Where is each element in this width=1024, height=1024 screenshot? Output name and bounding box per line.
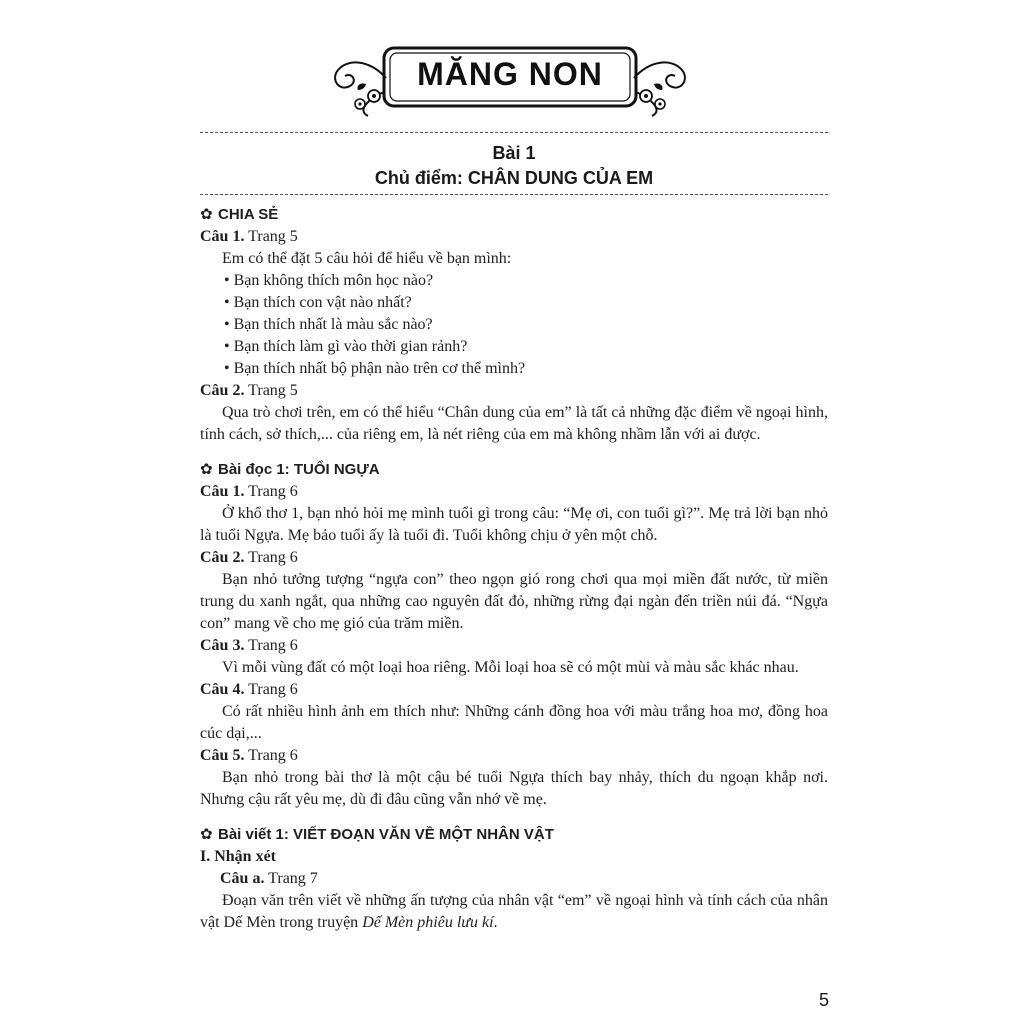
answer-text: Qua trò chơi trên, em có thể hiểu “Chân dung của em” là tất cả những đặc điểm về ngoại hình, tính cách, sở thích,... của riêng em, là nét riêng của em mà không nhầm lẫn với ai được. [200,404,828,443]
flower-bullet-icon: ✿ [200,205,213,223]
lesson-content [200,201,828,934]
page-title: MĂNG NON [417,56,603,92]
title-banner [330,40,690,120]
answer-text: Ở khổ thơ 1, bạn nhỏ hỏi mẹ mình tuổi gì trong câu: “Mẹ ơi, con tuổi gì?”. Mẹ trả lời bạn nhỏ là tuổi Ngựa. Mẹ bảo tuổi ấy là tuổi đi. Tuổi không chịu ở yên một chỗ. [200,505,828,544]
question-label: Câu 2. Trang 6 [200,549,298,566]
lesson-theme: Chủ điểm: CHÂN DUNG CỦA EM [374,168,654,188]
subsection-heading: I. Nhận xét [200,848,277,865]
list-item: • Bạn không thích môn học nào? [224,272,434,289]
question-label: Câu 2. Trang 5 [200,382,298,399]
dashed-divider [200,194,828,195]
answer-text: Em có thể đặt 5 câu hỏi để hiểu về bạn mình: [222,250,512,267]
page-number: 5 [818,990,829,1010]
flower-bullet-icon: ✿ [200,825,213,843]
answer-text: Vì mỗi vùng đất có một loại hoa riêng. Mỗi loại hoa sẽ có một mùi và màu sắc khác nhau. [222,659,799,676]
question-label: Câu 5. Trang 6 [200,747,298,764]
list-item: • Bạn thích con vật nào nhất? [224,294,412,311]
question-label: Câu 3. Trang 6 [200,637,298,654]
answer-text: Bạn nhỏ trong bài thơ là một cậu bé tuổi Ngựa thích bay nhảy, thích du ngoạn khắp nơi. Nhưng cậu rất yêu mẹ, dù đi đâu cũng vẫn nhớ về mẹ. [200,769,828,808]
lesson-number: Bài 1 [492,143,536,163]
answer-text: Đoạn văn trên viết về những ấn tượng của nhân vật “em” về ngoại hình và tính cách của nhân vật Dế Mèn trong truyện Dế Mèn phiêu lưu kí. [200,892,828,931]
section-heading-bai-doc: ✿ Bài đọc 1: TUỔI NGỰA [200,460,380,478]
dashed-divider [200,132,828,133]
question-label: Câu 1. Trang 5 [200,228,298,245]
question-label: Câu 1. Trang 6 [200,483,298,500]
list-item: • Bạn thích nhất là màu sắc nào? [224,316,433,333]
list-item: • Bạn thích làm gì vào thời gian rảnh? [224,338,468,355]
section-heading-bai-viet: ✿ Bài viết 1: VIẾT ĐOẠN VĂN VỀ MỘT NHÂN VẬT [200,825,554,843]
answer-text: Có rất nhiều hình ảnh em thích như: Những cánh đồng hoa với màu trắng hoa mơ, đồng hoa cúc dại,... [200,703,828,742]
question-label: Câu 4. Trang 6 [200,681,298,698]
answer-text: Bạn nhỏ tưởng tượng “ngựa con” theo ngọn gió rong chơi qua mọi miền đất nước, từ miền trung du xanh ngắt, qua những cao nguyên đất đỏ, những rừng đại ngàn đến triền núi đá. “Ngựa con” mang về cho mẹ gió của trăm miền. [200,571,828,632]
list-item: • Bạn thích nhất bộ phận nào trên cơ thể mình? [224,360,526,377]
book-title: Dế Mèn phiêu lưu kí [362,914,494,931]
section-heading-chia-se: ✿ CHIA SẺ [200,205,279,223]
flower-bullet-icon: ✿ [200,460,213,478]
question-label: Câu a. Trang 7 [220,870,318,887]
